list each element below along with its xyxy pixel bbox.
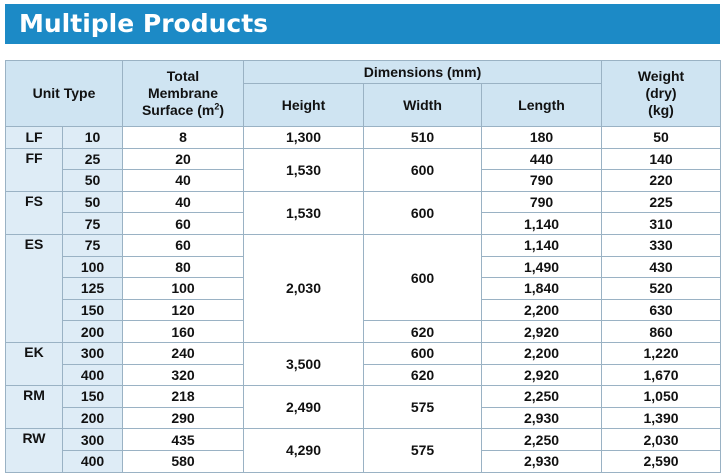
unit-size-cell: 100 <box>63 256 123 278</box>
weight-cell: 2,590 <box>602 450 721 472</box>
height-cell: 2,490 <box>244 386 364 429</box>
unit-size-cell: 150 <box>63 299 123 321</box>
weight-cell: 1,220 <box>602 342 721 364</box>
length-cell: 2,920 <box>482 321 602 343</box>
length-cell: 2,250 <box>482 429 602 451</box>
unit-size-cell: 25 <box>63 148 123 170</box>
height-cell: 3,500 <box>244 342 364 385</box>
weight-cell: 860 <box>602 321 721 343</box>
membrane-surface-cell: 320 <box>123 364 244 386</box>
unit-size-cell: 400 <box>63 450 123 472</box>
unit-type-cell: FS <box>6 191 63 234</box>
unit-size-cell: 50 <box>63 191 123 213</box>
weight-cell: 50 <box>602 127 721 149</box>
length-cell: 1,490 <box>482 256 602 278</box>
width-cell: 575 <box>364 429 482 472</box>
membrane-surface-cell: 120 <box>123 299 244 321</box>
unit-size-cell: 75 <box>63 213 123 235</box>
header-row <box>6 61 721 84</box>
width-cell: 620 <box>364 321 482 343</box>
membrane-surface-cell: 218 <box>123 386 244 408</box>
membrane-surface-cell: 580 <box>123 450 244 472</box>
weight-header-line2: (dry) <box>645 85 677 101</box>
weight-cell: 520 <box>602 278 721 300</box>
membrane-surface-cell: 40 <box>123 170 244 192</box>
table-row <box>6 148 721 170</box>
membrane-surface-cell: 60 <box>123 213 244 235</box>
membrane-header-line1: Total <box>166 68 200 84</box>
height-cell: 1,300 <box>244 127 364 149</box>
weight-header-line1: Weight <box>637 68 685 84</box>
table-row <box>6 364 721 386</box>
height-cell: 1,530 <box>244 148 364 191</box>
unit-size-cell: 50 <box>63 170 123 192</box>
length-cell: 180 <box>482 127 602 149</box>
weight-cell: 310 <box>602 213 721 235</box>
unit-size-cell: 300 <box>63 429 123 451</box>
membrane-surface-cell: 80 <box>123 256 244 278</box>
membrane-header-line3: Surface (m <box>141 102 215 118</box>
unit-type-cell: EK <box>6 342 63 385</box>
weight-cell: 430 <box>602 256 721 278</box>
col-header-width: Width <box>364 84 482 127</box>
unit-size-cell: 400 <box>63 364 123 386</box>
unit-size-cell: 75 <box>63 234 123 256</box>
length-cell: 2,200 <box>482 299 602 321</box>
weight-header-line3: (kg) <box>648 102 674 118</box>
weight-cell: 630 <box>602 299 721 321</box>
table-row <box>6 234 721 256</box>
width-cell: 575 <box>364 386 482 429</box>
table-row <box>6 321 721 343</box>
weight-cell: 220 <box>602 170 721 192</box>
membrane-surface-cell: 60 <box>123 234 244 256</box>
weight-cell: 225 <box>602 191 721 213</box>
membrane-surface-cell: 20 <box>123 148 244 170</box>
unit-size-cell: 200 <box>63 407 123 429</box>
membrane-header-sup: 2 <box>214 101 220 112</box>
weight-cell: 140 <box>602 148 721 170</box>
height-cell: 2,030 <box>244 234 364 342</box>
col-header-dimensions: Dimensions (mm) <box>244 61 602 84</box>
col-header-membrane-surface <box>123 61 244 127</box>
unit-size-cell: 125 <box>63 278 123 300</box>
col-header-weight <box>602 61 721 127</box>
membrane-surface-cell: 40 <box>123 191 244 213</box>
length-cell: 2,250 <box>482 386 602 408</box>
membrane-surface-cell: 435 <box>123 429 244 451</box>
table-row <box>6 429 721 451</box>
width-cell: 600 <box>364 148 482 191</box>
weight-cell: 2,030 <box>602 429 721 451</box>
unit-type-cell: RM <box>6 386 63 429</box>
unit-type-cell: RW <box>6 429 63 472</box>
weight-cell: 1,050 <box>602 386 721 408</box>
membrane-header-close: ) <box>219 102 225 118</box>
weight-cell: 1,390 <box>602 407 721 429</box>
unit-size-cell: 200 <box>63 321 123 343</box>
membrane-surface-cell: 290 <box>123 407 244 429</box>
weight-cell: 330 <box>602 234 721 256</box>
unit-size-cell: 300 <box>63 342 123 364</box>
unit-size-cell: 10 <box>63 127 123 149</box>
length-cell: 1,840 <box>482 278 602 300</box>
membrane-surface-cell: 8 <box>123 127 244 149</box>
membrane-surface-cell: 240 <box>123 342 244 364</box>
unit-size-cell: 150 <box>63 386 123 408</box>
membrane-surface-cell: 160 <box>123 321 244 343</box>
unit-type-cell: FF <box>6 148 63 191</box>
table-row <box>6 342 721 364</box>
width-cell: 600 <box>364 191 482 234</box>
length-cell: 2,930 <box>482 407 602 429</box>
table-row <box>6 386 721 408</box>
width-cell: 600 <box>364 234 482 320</box>
length-cell: 2,200 <box>482 342 602 364</box>
col-header-unit-type: Unit Type <box>6 61 123 127</box>
length-cell: 1,140 <box>482 234 602 256</box>
weight-cell: 1,670 <box>602 364 721 386</box>
table-row <box>6 127 721 149</box>
products-table <box>5 60 721 473</box>
membrane-surface-cell: 100 <box>123 278 244 300</box>
page-title: Multiple Products <box>5 4 720 44</box>
length-cell: 440 <box>482 148 602 170</box>
length-cell: 1,140 <box>482 213 602 235</box>
length-cell: 2,920 <box>482 364 602 386</box>
height-cell: 1,530 <box>244 191 364 234</box>
table-row <box>6 191 721 213</box>
unit-type-cell: LF <box>6 127 63 149</box>
length-cell: 790 <box>482 191 602 213</box>
col-header-height: Height <box>244 84 364 127</box>
length-cell: 2,930 <box>482 450 602 472</box>
membrane-header-line2: Membrane <box>147 85 219 101</box>
width-cell: 600 <box>364 342 482 364</box>
height-cell: 4,290 <box>244 429 364 472</box>
width-cell: 510 <box>364 127 482 149</box>
col-header-length: Length <box>482 84 602 127</box>
unit-type-cell: ES <box>6 234 63 342</box>
width-cell: 620 <box>364 364 482 386</box>
length-cell: 790 <box>482 170 602 192</box>
